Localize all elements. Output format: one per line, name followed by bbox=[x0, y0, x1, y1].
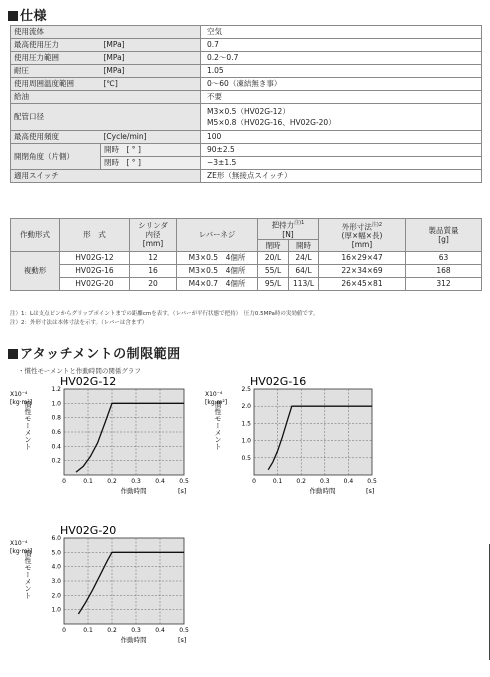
table-row bbox=[11, 264, 482, 277]
unit-label: [kg·m²] bbox=[10, 399, 33, 406]
chart-title: HV02G-16 bbox=[250, 375, 307, 388]
spec-table bbox=[10, 25, 482, 183]
spec-value: 100 bbox=[201, 131, 482, 144]
screw-cell: M4×0.7 4個所 bbox=[177, 277, 258, 290]
table-row bbox=[11, 251, 482, 264]
x-tick-label: 0.4 bbox=[155, 627, 165, 634]
y-tick-label: 0.8 bbox=[51, 414, 61, 422]
y-tick-label: 2.0 bbox=[241, 403, 251, 411]
y-axis-label: 慣性モーメント bbox=[214, 401, 222, 450]
spec-unit: [℃] bbox=[101, 78, 201, 91]
spec-row bbox=[11, 65, 482, 78]
header-model: 形 式 bbox=[60, 219, 130, 252]
x-tick-label: 0.5 bbox=[367, 478, 377, 485]
x-axis-label: 作動時間 bbox=[120, 487, 147, 495]
x-axis-unit: [s] bbox=[178, 487, 187, 495]
spec-sublabel bbox=[101, 157, 201, 170]
x-tick-label: 0 bbox=[252, 478, 256, 485]
x-axis-unit: [s] bbox=[178, 636, 187, 644]
header-dims bbox=[319, 219, 406, 252]
exponent-label: X10⁻⁴ bbox=[205, 391, 223, 398]
spec-unit: [MPa] bbox=[101, 52, 201, 65]
grip-open-cell: 113/L bbox=[289, 277, 319, 290]
x-tick-label: 0.2 bbox=[296, 478, 306, 485]
x-tick-label: 0.4 bbox=[343, 478, 354, 485]
y-tick-label: 0.6 bbox=[51, 429, 61, 436]
attach-subtitle: ・慣性モーメントと作動時間の関係グラフ bbox=[18, 367, 141, 375]
model-cell: HV02G-20 bbox=[60, 277, 130, 290]
grip-closed-cell: 55/L bbox=[258, 264, 289, 277]
dims-cell: 16×29×47 bbox=[319, 251, 406, 264]
spec-value-line: M3×0.5（HV02G-12） bbox=[207, 107, 290, 116]
spec-label: 適用スイッチ bbox=[11, 170, 201, 183]
x-tick-label: 0.3 bbox=[131, 627, 141, 634]
model-cell: HV02G-16 bbox=[60, 264, 130, 277]
header-bore bbox=[130, 219, 177, 252]
spec-label: 配管口径 bbox=[11, 104, 201, 131]
header-text: (厚×幅×長) bbox=[341, 231, 383, 240]
header-text: 製品質量 bbox=[428, 225, 459, 235]
header-text: [mm] bbox=[142, 239, 164, 249]
y-tick-label: 5.0 bbox=[51, 549, 61, 557]
x-tick-label: 0.4 bbox=[155, 478, 165, 485]
x-axis-label: 作動時間 bbox=[120, 636, 147, 644]
spec-unit: [MPa] bbox=[101, 39, 201, 52]
footnote-2: 注）2：外形寸法は本体寸法を示す。（レバーは含まず） bbox=[10, 320, 148, 326]
x-tick-label: 0.1 bbox=[83, 627, 93, 634]
spec-row bbox=[11, 104, 482, 131]
header-text: 把持力 bbox=[271, 220, 295, 230]
section-square-icon bbox=[8, 349, 18, 359]
x-tick-label: 0.3 bbox=[320, 478, 330, 485]
mass-cell: 168 bbox=[406, 264, 482, 277]
spec-row bbox=[11, 91, 482, 104]
spec-unit: [MPa] bbox=[101, 65, 201, 78]
plot-area bbox=[254, 389, 372, 475]
y-tick-label: 2.0 bbox=[51, 592, 61, 600]
screw-cell: M3×0.5 4個所 bbox=[177, 264, 258, 277]
x-tick-label: 0.1 bbox=[83, 478, 93, 485]
x-tick-label: 0.5 bbox=[179, 627, 189, 634]
y-tick-label: 0.5 bbox=[241, 454, 251, 462]
spec-sublabel bbox=[101, 144, 201, 157]
mass-cell: 63 bbox=[406, 251, 482, 264]
spec-row bbox=[11, 39, 482, 52]
header-text: 内径 bbox=[145, 230, 161, 240]
spec-unit: [Cycle/min] bbox=[101, 131, 201, 144]
spec-unit: [ ° ] bbox=[126, 145, 141, 154]
chart-hv02g-20 bbox=[0, 524, 200, 674]
spec-label: 使用流体 bbox=[11, 26, 201, 39]
unit-label: [kg·m²] bbox=[10, 548, 33, 555]
spec-value bbox=[201, 104, 482, 131]
grip-open-cell: 64/L bbox=[289, 264, 319, 277]
spec-unit: [ ° ] bbox=[126, 158, 141, 167]
mass-cell: 312 bbox=[406, 277, 482, 290]
bore-cell: 20 bbox=[130, 277, 177, 290]
spec-value: −3±1.5 bbox=[201, 157, 482, 170]
exponent-label: X10⁻⁴ bbox=[10, 391, 28, 398]
header-text: [g] bbox=[438, 234, 449, 244]
header-text: 外形寸法 bbox=[341, 222, 372, 231]
product-table bbox=[10, 218, 482, 291]
spec-label: 耐圧 bbox=[11, 65, 101, 78]
header-grip bbox=[258, 219, 319, 240]
header-screw: レバーネジ bbox=[177, 219, 258, 252]
spec-value: 0.2〜0.7 bbox=[201, 52, 482, 65]
spec-value: 不要 bbox=[201, 91, 482, 104]
spec-row bbox=[11, 144, 482, 157]
spec-label: 開閉角度（片側） bbox=[11, 144, 101, 170]
exponent-label: X10⁻⁴ bbox=[10, 540, 28, 547]
header-text: [mm] bbox=[351, 240, 373, 249]
unit-label: [kg·m²] bbox=[205, 399, 228, 406]
chart-title: HV02G-20 bbox=[60, 524, 117, 537]
section-square-icon bbox=[8, 11, 18, 21]
y-tick-label: 4.0 bbox=[51, 563, 61, 571]
header-text: [N] bbox=[282, 229, 294, 239]
bore-cell: 12 bbox=[130, 251, 177, 264]
screw-cell: M3×0.5 4個所 bbox=[177, 251, 258, 264]
attach-section-title: アタッチメントの制限範囲 bbox=[8, 343, 181, 362]
table-row bbox=[11, 277, 482, 290]
grip-closed-cell: 95/L bbox=[258, 277, 289, 290]
x-tick-label: 0.2 bbox=[107, 478, 117, 485]
spec-label: 使用圧力範囲 bbox=[11, 52, 101, 65]
header-mass bbox=[406, 219, 482, 252]
action-type-cell: 複動形 bbox=[11, 251, 60, 290]
spec-value: 90±2.5 bbox=[201, 144, 482, 157]
chart-hv02g-12 bbox=[0, 375, 200, 525]
chart-hv02g-16 bbox=[195, 375, 395, 525]
model-cell: HV02G-12 bbox=[60, 251, 130, 264]
header-note: 注)2 bbox=[371, 221, 383, 228]
spec-value-line: M5×0.8（HV02G-16、HV02G-20） bbox=[207, 118, 336, 127]
spec-sublabel-text: 閉時 bbox=[104, 158, 119, 167]
spec-value: 1.05 bbox=[201, 65, 482, 78]
y-tick-label: 1.5 bbox=[241, 420, 251, 428]
header-action: 作動形式 bbox=[11, 219, 60, 252]
x-axis-unit: [s] bbox=[366, 487, 375, 495]
y-tick-label: 1.0 bbox=[241, 437, 251, 445]
spec-row bbox=[11, 52, 482, 65]
x-tick-label: 0.2 bbox=[107, 627, 117, 634]
y-tick-label: 0.2 bbox=[51, 457, 61, 465]
grip-open-cell: 24/L bbox=[289, 251, 319, 264]
dims-cell: 26×45×81 bbox=[319, 277, 406, 290]
y-tick-label: 1.0 bbox=[51, 400, 61, 408]
spec-value: 空気 bbox=[201, 26, 482, 39]
x-tick-label: 0.5 bbox=[179, 478, 189, 485]
y-tick-label: 1.2 bbox=[51, 386, 61, 393]
bore-cell: 16 bbox=[130, 264, 177, 277]
header-grip-open: 開時 bbox=[289, 239, 319, 251]
spec-value: 0〜60（凍結無き事） bbox=[201, 78, 482, 91]
grip-closed-cell: 20/L bbox=[258, 251, 289, 264]
header-note: 注)1 bbox=[294, 220, 305, 226]
y-tick-label: 3.0 bbox=[51, 578, 61, 585]
y-axis-label: 慣性モーメント bbox=[24, 550, 32, 599]
header-grip-closed: 閉時 bbox=[258, 239, 289, 251]
footnote-1: 注）1：Lは支点ピンからグリップポイントまでの距離cmを表す。（レバーが平行状態で把持） 圧力0.5MPa時の実効値です。 bbox=[10, 311, 319, 317]
spec-label: 最高使用圧力 bbox=[11, 39, 101, 52]
spec-label: 最高使用頻度 bbox=[11, 131, 101, 144]
chart-title: HV02G-12 bbox=[60, 375, 117, 388]
y-tick-label: 2.5 bbox=[241, 386, 251, 393]
spec-row bbox=[11, 26, 482, 39]
spec-value: 0.7 bbox=[201, 39, 482, 52]
spec-row bbox=[11, 131, 482, 144]
dims-cell: 22×34×69 bbox=[319, 264, 406, 277]
spec-row bbox=[11, 78, 482, 91]
y-tick-label: 0.4 bbox=[51, 443, 61, 451]
x-tick-label: 0 bbox=[62, 478, 66, 485]
spec-label: 使用周囲温度範囲 bbox=[11, 78, 101, 91]
x-tick-label: 0 bbox=[62, 627, 66, 634]
x-axis-label: 作動時間 bbox=[309, 487, 336, 495]
y-tick-label: 1.0 bbox=[51, 606, 61, 614]
header-text: シリンダ bbox=[138, 221, 168, 231]
spec-row bbox=[11, 170, 482, 183]
spec-label: 給油 bbox=[11, 91, 201, 104]
spec-sublabel-text: 開時 bbox=[104, 145, 119, 154]
x-tick-label: 0.1 bbox=[272, 478, 283, 485]
y-tick-label: 6.0 bbox=[51, 535, 61, 542]
y-axis-label: 慣性モーメント bbox=[24, 401, 32, 450]
x-tick-label: 0.3 bbox=[131, 478, 141, 485]
spec-section-title: 仕様 bbox=[8, 5, 47, 24]
spec-value: ZE形（無接点スイッチ） bbox=[201, 170, 482, 183]
